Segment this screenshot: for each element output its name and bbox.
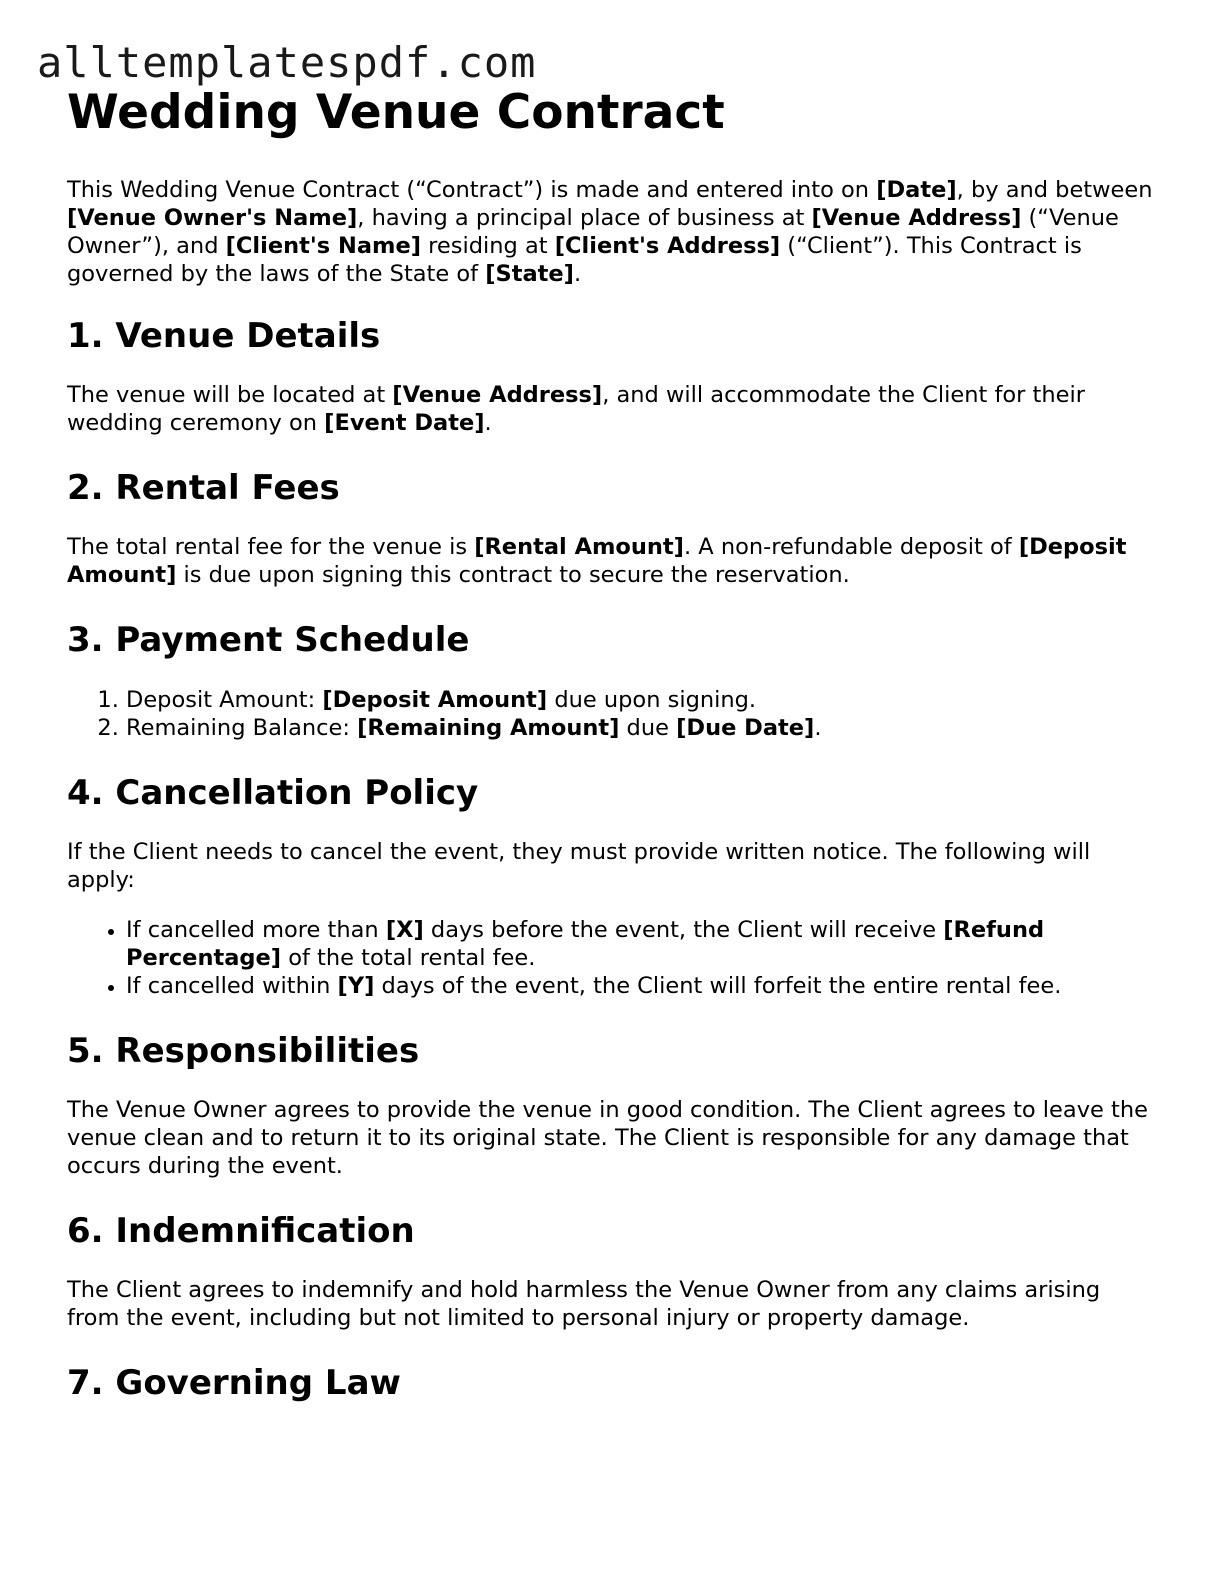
- list-item: 2. Remaining Balance: [Remaining Amount] due [Due Date].: [126, 714, 1157, 742]
- list-item: • If cancelled more than [X] days before the event, the Client will receive [Refund Percentage] of the total rental fee.: [126, 916, 1157, 972]
- document-title: Wedding Venue Contract: [67, 85, 725, 140]
- date-placeholder: [Date]: [876, 177, 957, 203]
- deposit-amount-placeholder: [Deposit Amount]: [322, 687, 548, 713]
- section-heading-responsibilities: 5. Responsibilities: [67, 1031, 420, 1071]
- section-heading-governing-law: 7. Governing Law: [67, 1363, 401, 1403]
- x-days-placeholder: [X]: [385, 917, 424, 943]
- section-heading-rental-fees: 2. Rental Fees: [67, 468, 340, 508]
- state-placeholder: [State]: [485, 261, 574, 287]
- venue-address-placeholder: [Venue Address]: [392, 382, 603, 408]
- venue-details-paragraph: The venue will be located at [Venue Address], and will accommodate the Client for their wedding ceremony on [Event Date].: [67, 382, 1085, 436]
- section-heading-cancellation-policy: 4. Cancellation Policy: [67, 773, 479, 813]
- venue-owner-name-placeholder: [Venue Owner's Name]: [67, 205, 358, 231]
- venue-address-placeholder: [Venue Address]: [811, 205, 1022, 231]
- section-heading-payment-schedule: 3. Payment Schedule: [67, 620, 470, 660]
- remaining-amount-placeholder: [Remaining Amount]: [357, 715, 620, 741]
- event-date-placeholder: [Event Date]: [324, 410, 485, 436]
- section-heading-venue-details: 1. Venue Details: [67, 316, 381, 356]
- section-heading-indemnification: 6. Indemnification: [67, 1211, 415, 1251]
- client-name-placeholder: [Client's Name]: [225, 233, 422, 259]
- due-date-placeholder: [Due Date]: [676, 715, 815, 741]
- y-days-placeholder: [Y]: [337, 973, 375, 999]
- contract-document: [67, 84, 1157, 1404]
- indemnification-paragraph: The Client agrees to indemnify and hold harmless the Venue Owner from any claims arising from the event, including but not limited to personal injury or property damage.: [67, 1277, 1101, 1331]
- site-watermark: alltemplatespdf.com: [37, 38, 537, 87]
- rental-fees-paragraph: The total rental fee for the venue is [Rental Amount]. A non-refundable deposit of [Deposit Amount] is due upon signing this contract to secure the reservation.: [67, 534, 1127, 588]
- deposit-amount-placeholder: [Deposit Amount]: [67, 534, 1127, 588]
- payment-schedule-list: [67, 686, 1157, 742]
- rental-amount-placeholder: [Rental Amount]: [474, 534, 684, 560]
- client-address-placeholder: [Client's Address]: [554, 233, 781, 259]
- list-item: 1. Deposit Amount: [Deposit Amount] due upon signing.: [126, 686, 1157, 714]
- responsibilities-paragraph: The Venue Owner agrees to provide the venue in good condition. The Client agrees to leave the venue clean and to return it to its original state. The Client is responsible for any damage that occurs during the event.: [67, 1097, 1148, 1179]
- list-item: • If cancelled within [Y] days of the event, the Client will forfeit the entire rental fee.: [126, 972, 1157, 1000]
- intro-paragraph: This Wedding Venue Contract (“Contract”) is made and entered into on [Date], by and between [Venue Owner's Name], having a principal place of business at [Venue Address] (“Venue Owner”), and [Client's Name] residing at [Client's Address] (“Client”). This Contract is governed by the laws of the State of [State].: [67, 177, 1153, 287]
- cancellation-policy-list: [67, 916, 1157, 1000]
- cancellation-policy-paragraph: If the Client needs to cancel the event, they must provide written notice. The following will apply:: [67, 839, 1091, 893]
- refund-percentage-placeholder: [Refund Percentage]: [126, 917, 1045, 971]
